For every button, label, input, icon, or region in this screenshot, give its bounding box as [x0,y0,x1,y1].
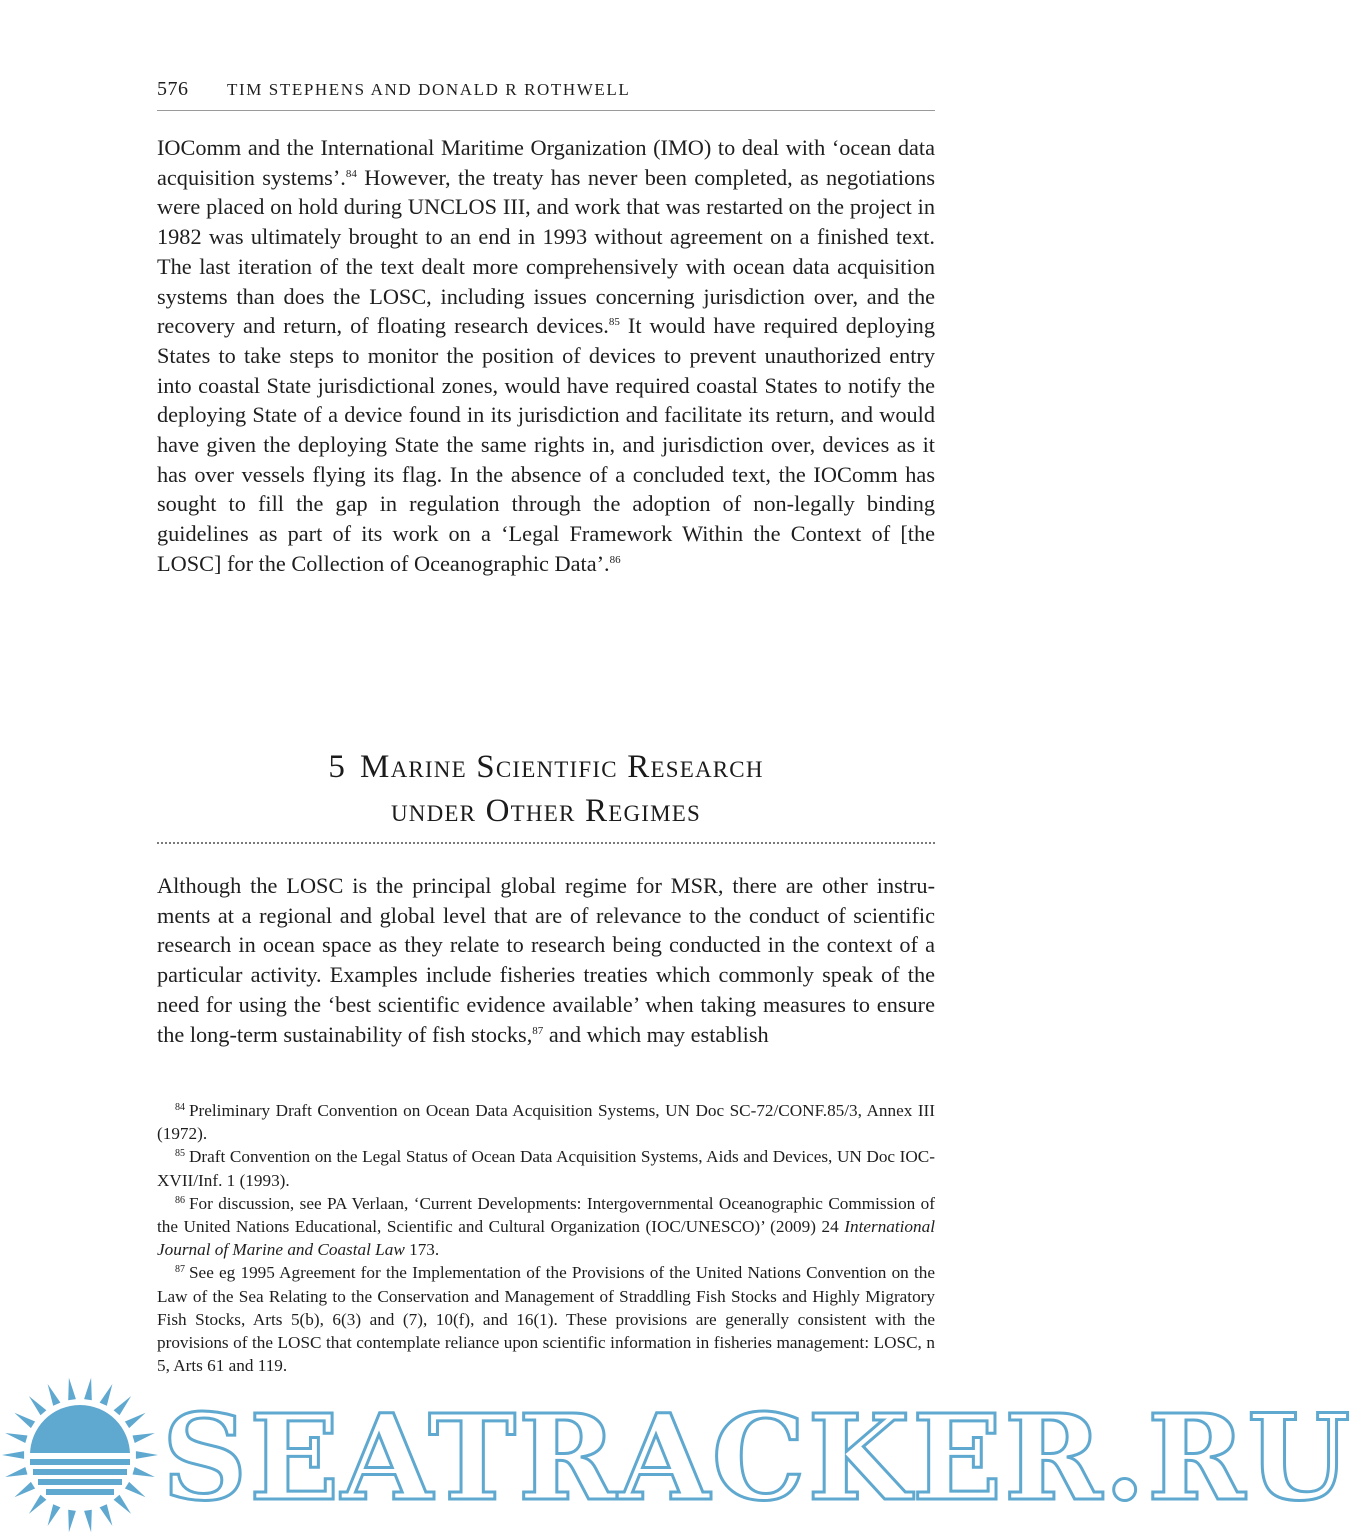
sun-ray [29,1495,47,1514]
footnote-text: For discussion, see PA Verlaan, ‘Current Developments: Intergovernmental Oceanographic Commission of the United Nations Educational, Scientific and Cultural Organization (IOC/UNESCO)’ (2009) 24 [157,1193,935,1237]
sun-ray [5,1433,27,1443]
sun-ray [5,1467,27,1477]
footnote-84 [157,1099,935,1145]
footnotes [157,1099,935,1377]
sun-ray [14,1482,35,1497]
section-title-line-2: under Other Regimes [390,793,702,829]
paragraph-text: However, the treaty has never been completed, as negotiations were placed on hold during UNCLOS III, and work that was restarted on the project in 1982 was ultimately brought to an end in 1993 without agreement on a finished text. The last iteration of the text dealt more comprehensively with ocean data acquisition systems than does the LOSC, including issues concerning jurisdiction over, and the recovery and return, of floating research devices. [157,164,935,339]
footnote-85 [157,1145,935,1191]
body-paragraph [157,133,935,579]
paragraph-text: Although the LOSC is the principal global regime for MSR, there are other instruments at a regional and global level that are of relevance to the conduct of scientific research in ocean space as they relate to research being conducted in the context of a particular activity. Examples include fisheries treaties which commonly speak of the need for using the ‘best scientific evidence available’ when taking measures to ensure the long-term sustainability of fish stocks, [157,873,935,1047]
journal-title: International Journal of Marine and Coastal Law [157,1217,935,1260]
sun-ray [68,1510,76,1533]
sun-ray [125,1482,146,1497]
watermark-text: SEATRACKER.RU [162,1388,1352,1527]
sun-ray [14,1413,35,1428]
footnote-text: Draft Convention on the Legal Status of Ocean Data Acquisition Systems, Aids and Devices, UN Doc IOC-XVII/Inf. 1 (1993). [157,1147,935,1190]
sun-ray [68,1378,76,1401]
sun-ray [2,1451,24,1459]
sun-ray [114,1396,132,1415]
body-paragraph [157,871,935,1049]
footnote-ref: 84 [345,167,357,180]
footnote-number: 86 [175,1194,185,1206]
book-page [157,0,935,1534]
section-number: 5 [328,749,347,785]
footnote-text: Preliminary Draft Convention on Ocean Data Acquisition Systems, UN Doc SC-72/CONF.85/3, Annex III (1972). [157,1101,935,1144]
running-head [157,78,935,111]
section-heading [157,745,935,833]
sun-ray [48,1384,61,1406]
footnote-text: 173. [404,1240,440,1260]
sun-ray [114,1495,132,1514]
footnote-87 [157,1261,935,1377]
sun-ray [100,1504,113,1526]
running-head-authors: TIM STEPHENS AND DONALD R ROTHWELL [227,80,631,99]
page-number: 576 [157,78,189,100]
sun-ray [100,1384,113,1406]
sun-ray [84,1378,92,1401]
sun-ray [133,1433,155,1443]
sun-ray [84,1510,92,1533]
sun-ray [133,1467,155,1477]
footnote-ref: 87 [532,1024,544,1037]
footnote-number: 85 [175,1148,185,1160]
paragraph-text: It would have required deploying States to take steps to monitor the position of devices to prevent unauthorized entry into coastal State jurisdictional zones, would have required coastal States to notify the deploying State of a device found in its jurisdiction and facilitate its return, and would have given the deploying State the same rights in, and jurisdiction over, devices as it has over vessels flying its flag. In the absence of a concluded text, the IOComm has sought to fill the gap in regulation through the adoption of non-legally binding guidelines as part of its work on a ‘Legal Framework Within the Context of [the LOSC] for the Collection of Oceanographic Data’. [157,313,935,576]
paragraph-text: IOComm and the International Maritime Organization (IMO) to deal with ‘ocean data acquisition systems’. [157,135,935,190]
sun-ray [125,1413,146,1428]
footnote-ref: 85 [608,316,620,329]
footnote-86 [157,1192,935,1262]
sun-ray [48,1504,61,1526]
footnote-number: 87 [175,1264,185,1276]
footnote-number: 84 [175,1102,185,1113]
sun-ray [29,1396,47,1415]
section-divider [157,842,935,844]
section-title-line-1: Marine Scientific Research [360,749,764,785]
paragraph-text: and which may establish [543,1021,769,1047]
footnote-text: See eg 1995 Agreement for the Implementation of the Provisions of the United Nations Convention on the Law of the Sea Relating to the Conservation and Management of Straddling Fish Stocks and Highly Migratory Fish Stocks, Arts 5(b), 6(3) and (7), 10(f), and 16(1). These provisions are generally consistent with the provisions of the LOSC that contemplate reliance upon scientific information in fisheries management: LOSC, n 5, Arts 61 and 119. [157,1263,935,1376]
sun-ray [136,1451,158,1459]
footnote-ref: 86 [609,553,621,566]
